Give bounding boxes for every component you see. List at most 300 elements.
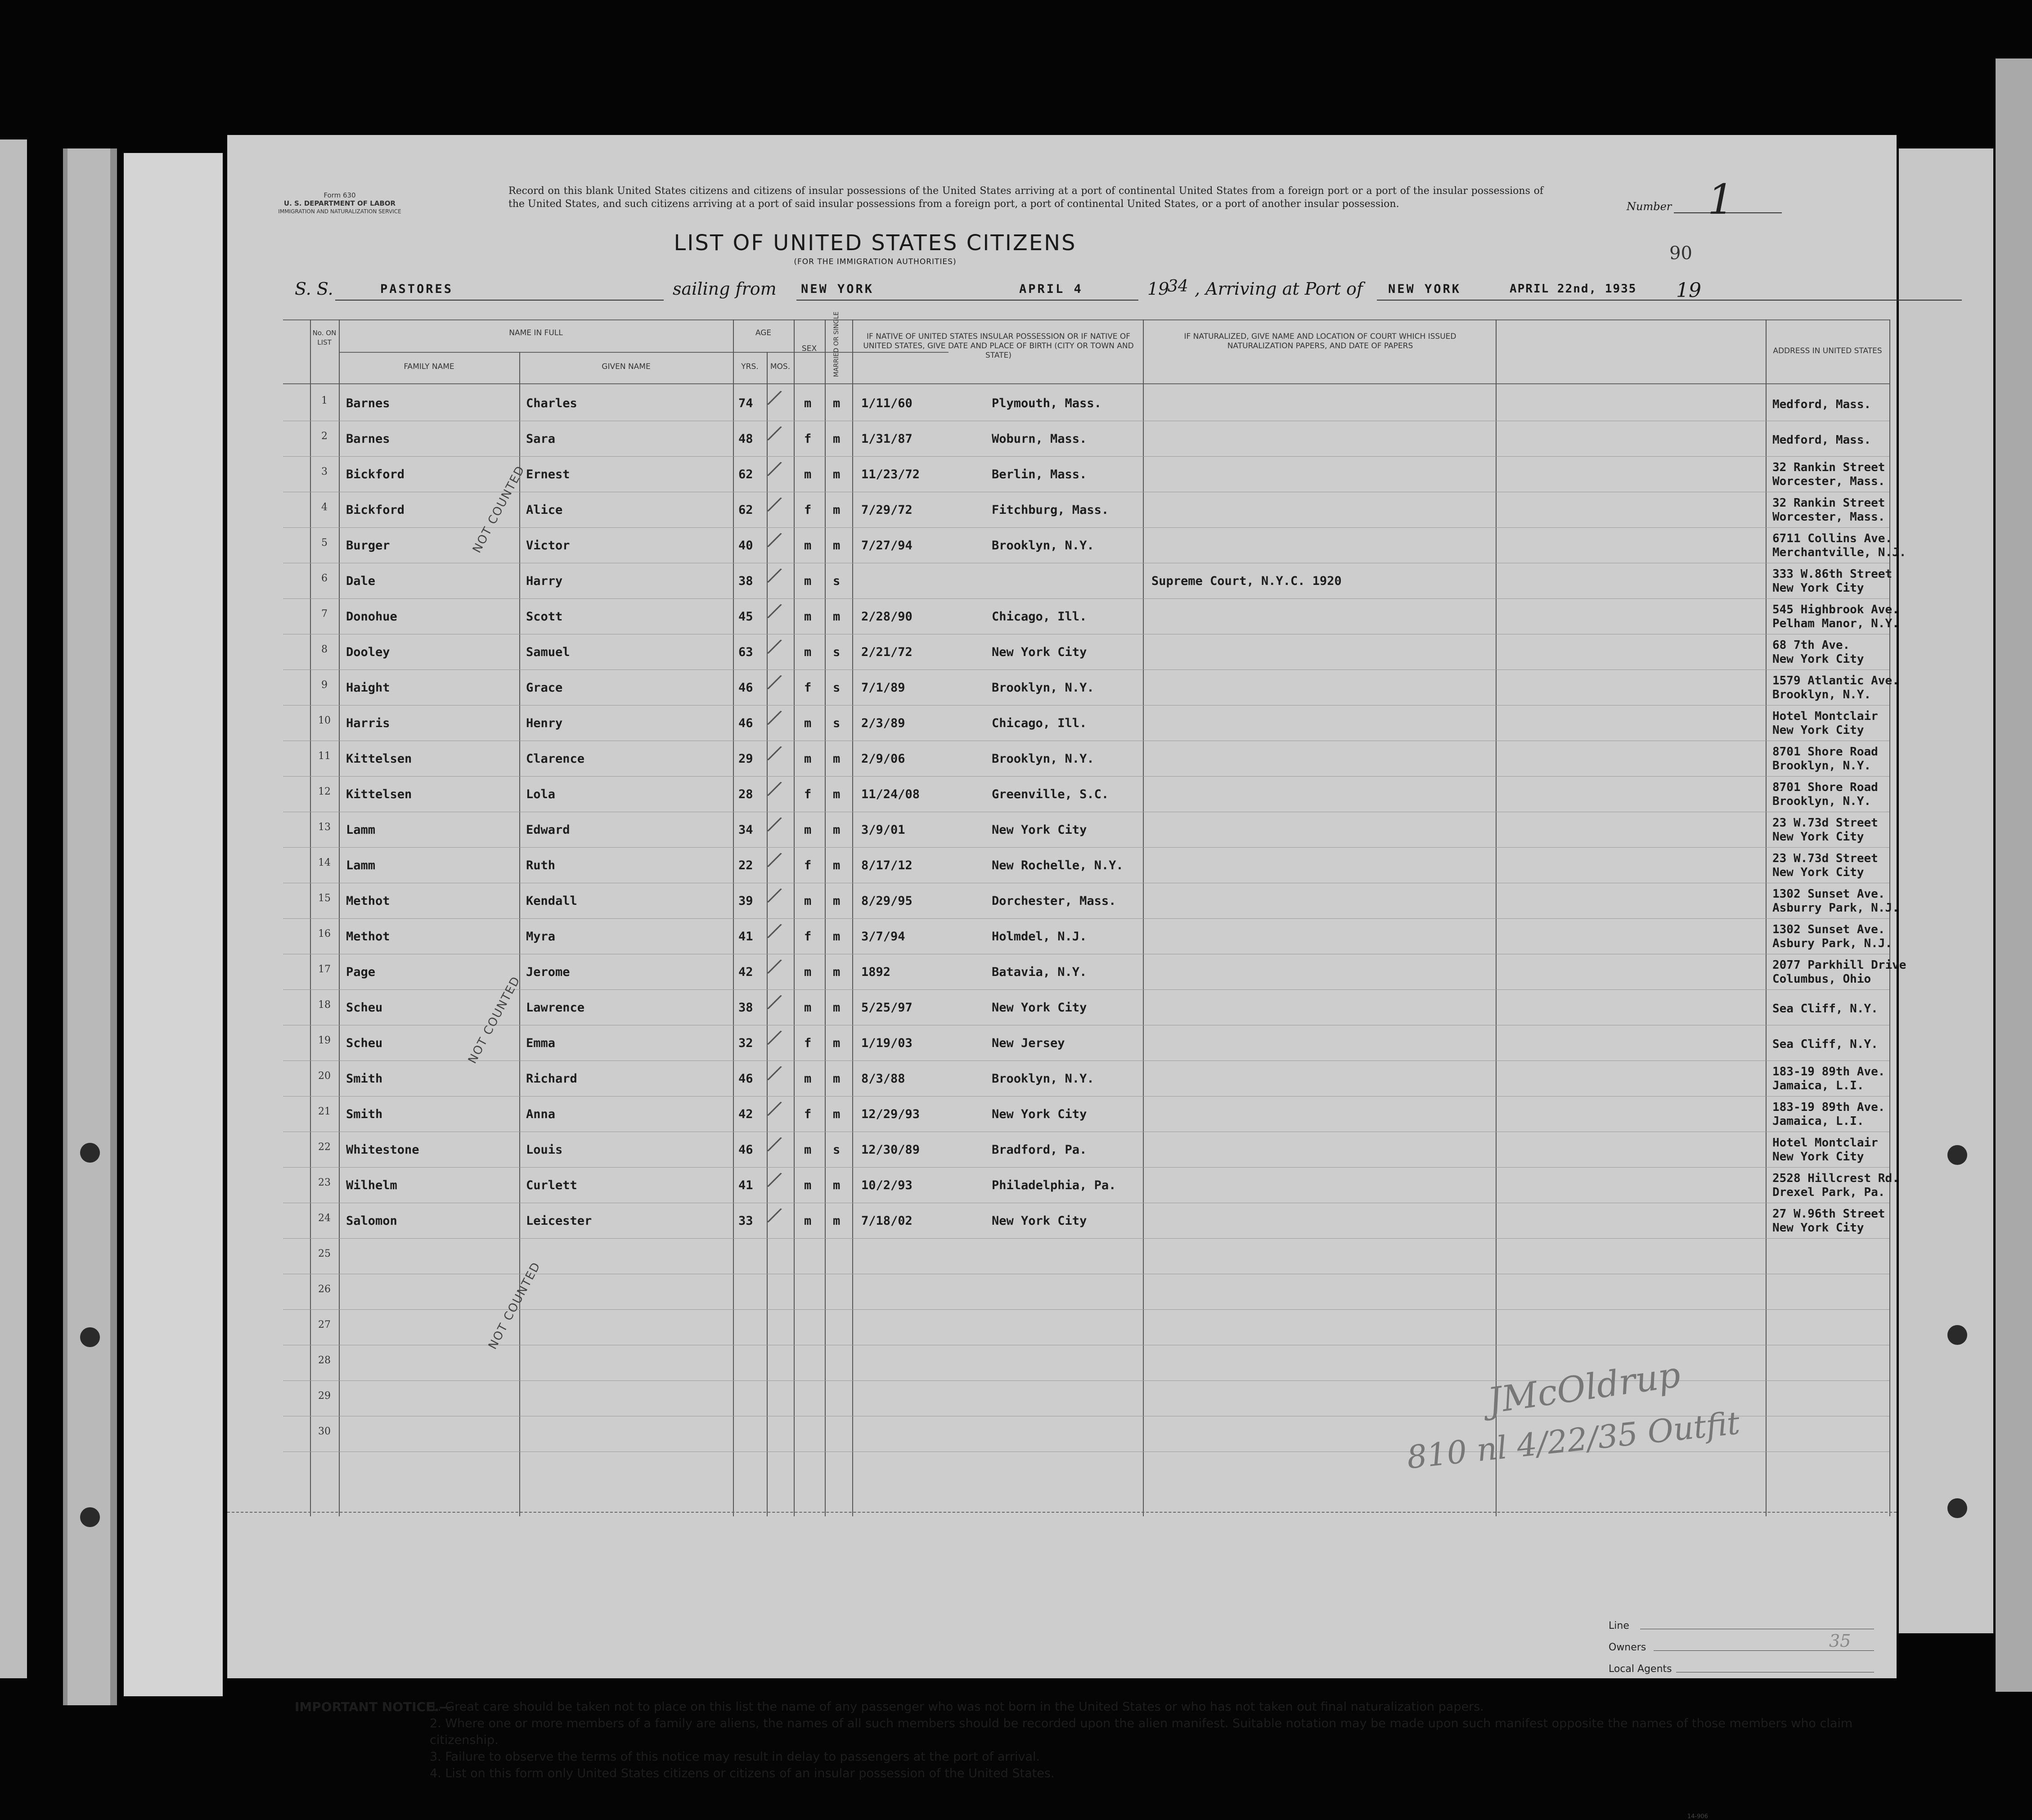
cell-given: Richard: [526, 1072, 577, 1086]
cell-address-line1: 545 Highbrook Ave.: [1772, 603, 1899, 616]
film-edge-left-3: [67, 148, 110, 1705]
header-birth: IF NATIVE OF UNITED STATES INSULAR POSSESSION OR IF NATIVE OF UNITED STATES, GIVE DATE AND PLACE OF BIRTH (CITY OR TOWN AND STATE): [863, 332, 1134, 360]
local-agents-label: Local Agents: [1609, 1663, 1672, 1675]
line-label: Line: [1609, 1620, 1629, 1631]
cell-yrs: 42: [738, 965, 753, 979]
punch-hole: [1947, 1498, 1967, 1518]
owners-value: 35: [1829, 1631, 1851, 1651]
cell-address-line2: Brooklyn, N.Y.: [1772, 688, 1871, 701]
cell-ms: m: [833, 503, 841, 517]
cell-sex: f: [804, 930, 812, 944]
table-header-border: [283, 383, 1889, 384]
not-counted-stamp: NOT COUNTED: [466, 974, 523, 1066]
cell-yrs: 74: [738, 396, 753, 410]
cell-given: Clarence: [526, 752, 585, 766]
cell-dob: 2/28/90: [861, 610, 913, 624]
port-underline: [796, 300, 1021, 301]
cell-place: New York City: [992, 1107, 1087, 1121]
checkmark-icon: /: [768, 598, 782, 624]
cell-family: Scheu: [346, 1001, 383, 1015]
cell-place: Bradford, Pa.: [992, 1143, 1087, 1157]
cell-place: Woburn, Mass.: [992, 432, 1087, 446]
number-label: Number: [1627, 200, 1672, 213]
cell-ms: m: [833, 894, 841, 908]
cell-sex: f: [804, 787, 812, 801]
header-family-name: FAMILY NAME: [404, 362, 454, 371]
row-number: 30: [318, 1426, 331, 1437]
cell-given: Charles: [526, 396, 577, 410]
cell-given: Louis: [526, 1143, 563, 1157]
cell-address-line2: Worcester, Mass.: [1772, 475, 1885, 488]
row-number: 23: [318, 1177, 331, 1188]
row-number: 19: [318, 1035, 331, 1046]
cell-family: Whitestone: [346, 1143, 419, 1157]
row-number: 4: [321, 502, 328, 513]
cell-sex: m: [804, 1072, 812, 1086]
cell-address-line1: 32 Rankin Street: [1772, 461, 1885, 474]
cell-address-line2: New York City: [1772, 830, 1864, 844]
page-number: 90: [1669, 243, 1692, 264]
header-sex: SEX: [801, 344, 817, 353]
cell-sex: m: [804, 894, 812, 908]
cell-yrs: 40: [738, 539, 753, 553]
form-code: 14-906: [1687, 1813, 1708, 1820]
row-number: 10: [318, 715, 331, 726]
row-number: 6: [321, 573, 328, 584]
row-number: 15: [318, 893, 331, 904]
cell-yrs: 34: [738, 823, 753, 837]
cell-place: New Rochelle, N.Y.: [992, 858, 1124, 872]
cell-sex: m: [804, 1214, 812, 1228]
cell-address-line2: Brooklyn, N.Y.: [1772, 759, 1871, 773]
cell-given: Henry: [526, 716, 563, 730]
cell-address-line2: New York City: [1772, 1150, 1864, 1164]
cell-sex: m: [804, 645, 812, 659]
cell-given: Victor: [526, 539, 570, 553]
cell-address-line2: New York City: [1772, 581, 1864, 595]
cell-family: Dooley: [346, 645, 390, 659]
underlying-page: [124, 153, 223, 1696]
cell-place: Plymouth, Mass.: [992, 396, 1101, 410]
cell-address-line1: Hotel Montclair: [1772, 710, 1878, 723]
cell-place: Holmdel, N.J.: [992, 930, 1087, 944]
cell-place: Chicago, Ill.: [992, 716, 1087, 730]
cell-address-line2: Asbury Park, N.J.: [1772, 937, 1893, 950]
cell-sex: m: [804, 1001, 812, 1015]
cell-address-line2: New York City: [1772, 652, 1864, 666]
col-divider: [1889, 319, 1890, 1516]
col-divider: [733, 319, 734, 1516]
cell-yrs: 38: [738, 1001, 753, 1015]
checkmark-icon: /: [768, 669, 782, 695]
checkmark-icon: /: [768, 384, 782, 410]
cell-place: Batavia, N.Y.: [992, 965, 1087, 979]
cell-family: Smith: [346, 1072, 383, 1086]
cell-given: Myra: [526, 930, 556, 944]
cell-dob: 3/7/94: [861, 930, 905, 944]
sailing-from-label: sailing from: [673, 279, 777, 299]
cell-given: Samuel: [526, 645, 570, 659]
checkmark-icon: /: [768, 526, 782, 553]
cell-family: Methot: [346, 894, 390, 908]
departure-date: APRIL 4: [1019, 282, 1083, 296]
row-rule: [283, 598, 1889, 599]
arriving-label: , Arriving at Port of: [1195, 279, 1363, 299]
cell-ms: m: [833, 1072, 841, 1086]
cell-family: Bickford: [346, 467, 405, 481]
cell-given: Lola: [526, 787, 556, 801]
cell-yrs: 29: [738, 752, 753, 766]
row-rule: [283, 1238, 1889, 1239]
cell-sex: m: [804, 574, 812, 588]
cell-address-line1: 68 7th Ave.: [1772, 638, 1850, 652]
cell-ms: m: [833, 1107, 841, 1121]
row-rule: [283, 456, 1889, 457]
punch-hole: [1947, 1145, 1967, 1165]
cell-given: Ernest: [526, 467, 570, 481]
cell-address-line1: Sea Cliff, N.Y.: [1772, 1002, 1878, 1016]
cell-place: Chicago, Ill.: [992, 610, 1087, 624]
cell-yrs: 28: [738, 787, 753, 801]
ship-name: PASTORES: [380, 282, 454, 296]
cell-ms: s: [833, 574, 841, 588]
handwritten-note: 810 nl 4/22/35 Outfit: [1405, 1404, 1742, 1476]
checkmark-icon: /: [768, 846, 782, 872]
year-prefix: 19: [1147, 279, 1169, 299]
cell-dob: 2/21/72: [861, 645, 913, 659]
cell-address-line2: Pelham Manor, N.Y.: [1772, 617, 1899, 630]
notice-item-2: 2. Where one or more members of a family are aliens, the names of all such members should be recorded upon the alien manifest. Suitable notation may be made upon such manifest opposite the names of those members who claim citizenship.: [430, 1717, 1853, 1747]
cell-given: Ruth: [526, 858, 556, 872]
cell-yrs: 42: [738, 1107, 753, 1121]
row-number: 11: [318, 750, 331, 762]
cell-sex: f: [804, 432, 812, 446]
cell-given: Edward: [526, 823, 570, 837]
cell-dob: 7/18/02: [861, 1214, 913, 1228]
row-number: 16: [318, 928, 331, 939]
cell-dob: 1/31/87: [861, 432, 913, 446]
cell-ms: m: [833, 823, 841, 837]
handwritten-signature: JMcOldrup: [1485, 1354, 1683, 1422]
cell-address-line1: Medford, Mass.: [1772, 433, 1871, 447]
cell-yrs: 38: [738, 574, 753, 588]
cell-ms: s: [833, 716, 841, 730]
cell-place: New York City: [992, 1214, 1087, 1228]
cell-sex: m: [804, 396, 812, 410]
checkmark-icon: /: [768, 882, 782, 908]
cell-yrs: 32: [738, 1036, 753, 1050]
cell-address-line2: Jamaica, L.I.: [1772, 1114, 1864, 1128]
cell-address-line1: 27 W.96th Street: [1772, 1207, 1885, 1221]
underlying-page-right: [1899, 148, 1993, 1633]
row-number: 14: [318, 857, 331, 868]
cell-place: Fitchburg, Mass.: [992, 503, 1109, 517]
row-number: 25: [318, 1248, 331, 1259]
cell-dob: 5/25/97: [861, 1001, 913, 1015]
cell-sex: m: [804, 752, 812, 766]
cell-ms: m: [833, 539, 841, 553]
cell-address-line1: 23 W.73d Street: [1772, 816, 1878, 830]
cell-place: Greenville, S.C.: [992, 787, 1109, 801]
cell-address-line2: New York City: [1772, 1221, 1864, 1235]
cell-place: Philadelphia, Pa.: [992, 1178, 1116, 1192]
cell-family: Kittelsen: [346, 787, 412, 801]
arrival-underline: [1377, 300, 1962, 301]
cell-address-line1: Medford, Mass.: [1772, 398, 1871, 411]
col-divider: [519, 352, 520, 1516]
header-age: AGE: [755, 328, 772, 337]
checkmark-icon: /: [768, 1095, 782, 1121]
cell-place: New Jersey: [992, 1036, 1065, 1050]
col-divider: [825, 319, 826, 1516]
checkmark-icon: /: [768, 633, 782, 659]
header-naturalized: IF NATURALIZED, GIVE NAME AND LOCATION OF COURT WHICH ISSUED NATURALIZATION PAPERS, AND DATE OF PAPERS: [1184, 332, 1457, 351]
cell-address-line1: 183-19 89th Ave.: [1772, 1065, 1885, 1079]
cell-family: Kittelsen: [346, 752, 412, 766]
cell-dob: 8/17/12: [861, 858, 913, 872]
cell-family: Scheu: [346, 1036, 383, 1050]
cell-sex: f: [804, 503, 812, 517]
punch-hole: [80, 1143, 100, 1163]
cell-family: Wilhelm: [346, 1178, 397, 1192]
cell-address-line1: 2077 Parkhill Drive: [1772, 958, 1906, 972]
col-divider: [852, 319, 853, 1516]
cell-place: New York City: [992, 645, 1087, 659]
header-mos: MOS.: [770, 362, 791, 371]
cell-address-line1: 8701 Shore Road: [1772, 781, 1878, 794]
cell-family: Smith: [346, 1107, 383, 1121]
row-number: 18: [318, 999, 331, 1011]
cell-yrs: 22: [738, 858, 753, 872]
cell-dob: 2/3/89: [861, 716, 905, 730]
cell-nat: Supreme Court, N.Y.C. 1920: [1151, 574, 1342, 588]
checkmark-icon: /: [768, 1166, 782, 1192]
cell-ms: m: [833, 1214, 841, 1228]
checkmark-icon: /: [768, 989, 782, 1015]
cell-dob: 3/9/01: [861, 823, 905, 837]
film-edge-left: [0, 139, 27, 1678]
form-number: Form 630: [324, 191, 356, 199]
cell-ms: m: [833, 396, 841, 410]
row-number: 22: [318, 1141, 331, 1153]
cell-dob: 8/29/95: [861, 894, 913, 908]
row-number: 3: [321, 466, 328, 477]
row-number: 20: [318, 1070, 331, 1082]
cell-address-line1: Hotel Montclair: [1772, 1136, 1878, 1150]
form-header-block: [272, 191, 407, 216]
date-underline: [1017, 300, 1138, 301]
cell-family: Barnes: [346, 396, 390, 410]
cell-address-line1: 333 W.86th Street: [1772, 567, 1893, 581]
owners-label: Owners: [1609, 1642, 1646, 1653]
cell-ms: m: [833, 858, 841, 872]
cell-yrs: 39: [738, 894, 753, 908]
cell-sex: f: [804, 1107, 812, 1121]
cell-address-line2: New York City: [1772, 866, 1864, 879]
checkmark-icon: /: [768, 562, 782, 588]
col-divider: [1496, 319, 1497, 1516]
cell-dob: 11/23/72: [861, 467, 920, 481]
row-number: 13: [318, 822, 331, 833]
cell-dob: 7/29/72: [861, 503, 913, 517]
cell-given: Kendall: [526, 894, 577, 908]
table-subheader-line: [339, 352, 949, 353]
cell-address-line1: 2528 Hillcrest Rd.: [1772, 1172, 1899, 1185]
cell-place: Brooklyn, N.Y.: [992, 1072, 1094, 1086]
cell-sex: m: [804, 823, 812, 837]
checkmark-icon: /: [768, 775, 782, 801]
intro-text: Record on this blank United States citizens and citizens of insular possessions of the United States arriving at a port of continental United States from a foreign port or a port of the insular possessions of the United States, and such citizens arriving at a port of said insular possessions from a foreign port, a port of continental United States, or a port of another insular possession.: [508, 185, 1543, 210]
cell-yrs: 46: [738, 1072, 753, 1086]
cell-address-line2: Brooklyn, N.Y.: [1772, 795, 1871, 808]
header-given-name: GIVEN NAME: [602, 362, 651, 371]
cell-sex: f: [804, 858, 812, 872]
cell-address-line2: Asburry Park, N.J.: [1772, 901, 1899, 915]
cell-place: New York City: [992, 1001, 1087, 1015]
cell-address-line1: 23 W.73d Street: [1772, 852, 1878, 865]
cell-given: Lawrence: [526, 1001, 585, 1015]
important-notice: [295, 1699, 1861, 1780]
cell-yrs: 46: [738, 1143, 753, 1157]
row-rule: [283, 989, 1889, 990]
row-number: 27: [318, 1319, 331, 1330]
cell-ms: m: [833, 787, 841, 801]
cell-yrs: 62: [738, 503, 753, 517]
cell-address-line2: Worcester, Mass.: [1772, 510, 1885, 524]
cell-yrs: 45: [738, 610, 753, 624]
not-counted-stamp: NOT COUNTED: [486, 1259, 544, 1352]
checkmark-icon: /: [768, 740, 782, 766]
cell-sex: m: [804, 1143, 812, 1157]
cell-sex: f: [804, 1036, 812, 1050]
cell-yrs: 63: [738, 645, 753, 659]
cell-family: Dale: [346, 574, 376, 588]
header-no: No. ON LIST: [312, 329, 337, 346]
cell-given: Grace: [526, 681, 563, 695]
header-name-in-full: NAME IN FULL: [509, 328, 563, 337]
table-top-border: [283, 319, 1889, 320]
cell-dob: 2/9/06: [861, 752, 905, 766]
footer-divider: [227, 1512, 1897, 1513]
cell-sex: m: [804, 716, 812, 730]
cell-given: Anna: [526, 1107, 556, 1121]
cell-family: Lamm: [346, 858, 376, 872]
cell-address-line1: 183-19 89th Ave.: [1772, 1101, 1885, 1114]
checkmark-icon: /: [768, 455, 782, 481]
cell-sex: m: [804, 539, 812, 553]
cell-ms: m: [833, 432, 841, 446]
cell-yrs: 41: [738, 930, 753, 944]
cell-dob: 1/11/60: [861, 396, 913, 410]
cell-ms: m: [833, 752, 841, 766]
row-number: 21: [318, 1106, 331, 1117]
cell-place: Brooklyn, N.Y.: [992, 752, 1094, 766]
cell-family: Methot: [346, 930, 390, 944]
cell-place: Brooklyn, N.Y.: [992, 539, 1094, 553]
cell-address-line2: Merchantville, N.J.: [1772, 546, 1906, 559]
cell-given: Harry: [526, 574, 563, 588]
cell-dob: 12/29/93: [861, 1107, 920, 1121]
row-number: 5: [321, 537, 328, 548]
row-rule: [283, 918, 1889, 919]
list-number: 1: [1708, 175, 1734, 224]
cell-ms: s: [833, 681, 841, 695]
checkmark-icon: /: [768, 1060, 782, 1086]
cell-ms: m: [833, 1036, 841, 1050]
checkmark-icon: /: [768, 704, 782, 730]
cell-ms: m: [833, 965, 841, 979]
header-married-single: MARRIED OR SINGLE: [833, 311, 840, 377]
page-subtitle: (FOR THE IMMIGRATION AUTHORITIES): [794, 257, 957, 266]
col-divider: [339, 319, 340, 1516]
cell-family: Lamm: [346, 823, 376, 837]
cell-address-line2: Drexel Park, Pa.: [1772, 1186, 1885, 1199]
cell-place: New York City: [992, 823, 1087, 837]
cell-ms: m: [833, 610, 841, 624]
manifest-page: [227, 135, 1906, 1820]
cell-given: Curlett: [526, 1178, 577, 1192]
row-number: 29: [318, 1390, 331, 1402]
page-title: LIST OF UNITED STATES CITIZENS: [674, 230, 1077, 256]
row-rule: [283, 1167, 1889, 1168]
year-suffix: 34: [1168, 277, 1188, 296]
cell-ms: m: [833, 1178, 841, 1192]
footer-label-block: [1609, 1615, 1672, 1680]
cell-given: Emma: [526, 1036, 556, 1050]
cell-sex: f: [804, 681, 812, 695]
cell-dob: 11/24/08: [861, 787, 920, 801]
cell-address-line1: 8701 Shore Road: [1772, 745, 1878, 759]
ss-label: S. S.: [295, 279, 333, 299]
cell-family: Bickford: [346, 503, 405, 517]
cell-address-line2: Jamaica, L.I.: [1772, 1079, 1864, 1092]
col-divider: [1143, 319, 1144, 1516]
cell-address-line1: 6711 Collins Ave.: [1772, 532, 1893, 545]
cell-ms: s: [833, 1143, 841, 1157]
cell-ms: m: [833, 930, 841, 944]
cell-given: Scott: [526, 610, 563, 624]
not-counted-stamp: NOT COUNTED: [470, 463, 528, 556]
arrival-port: NEW YORK: [1388, 282, 1461, 296]
cell-yrs: 46: [738, 681, 753, 695]
cell-address-line1: 1579 Atlantic Ave.: [1772, 674, 1899, 688]
col-divider: [794, 319, 795, 1516]
cell-family: Harris: [346, 716, 390, 730]
cell-place: Berlin, Mass.: [992, 467, 1087, 481]
row-number: 26: [318, 1284, 331, 1295]
cell-sex: m: [804, 610, 812, 624]
cell-family: Donohue: [346, 610, 397, 624]
header-yrs: YRS.: [741, 362, 759, 371]
col-divider: [310, 319, 311, 1516]
cell-ms: s: [833, 645, 841, 659]
row-rule: [283, 1309, 1889, 1310]
notice-item-3: 3. Failure to observe the terms of this notice may result in delay to passengers at the port of arrival.: [430, 1750, 1040, 1764]
cell-dob: 12/30/89: [861, 1143, 920, 1157]
punch-hole: [1947, 1325, 1967, 1345]
row-rule: [283, 527, 1889, 528]
passenger-table: [283, 311, 1906, 1516]
punch-hole: [80, 1507, 100, 1527]
checkmark-icon: /: [768, 491, 782, 517]
checkmark-icon: /: [768, 1024, 782, 1050]
row-number: 2: [321, 431, 328, 442]
row-number: 17: [318, 964, 331, 975]
header-address: ADDRESS IN UNITED STATES: [1773, 346, 1882, 355]
cell-sex: m: [804, 467, 812, 481]
cell-dob: 1/19/03: [861, 1036, 913, 1050]
cell-address-line1: 1302 Sunset Ave.: [1772, 887, 1885, 901]
